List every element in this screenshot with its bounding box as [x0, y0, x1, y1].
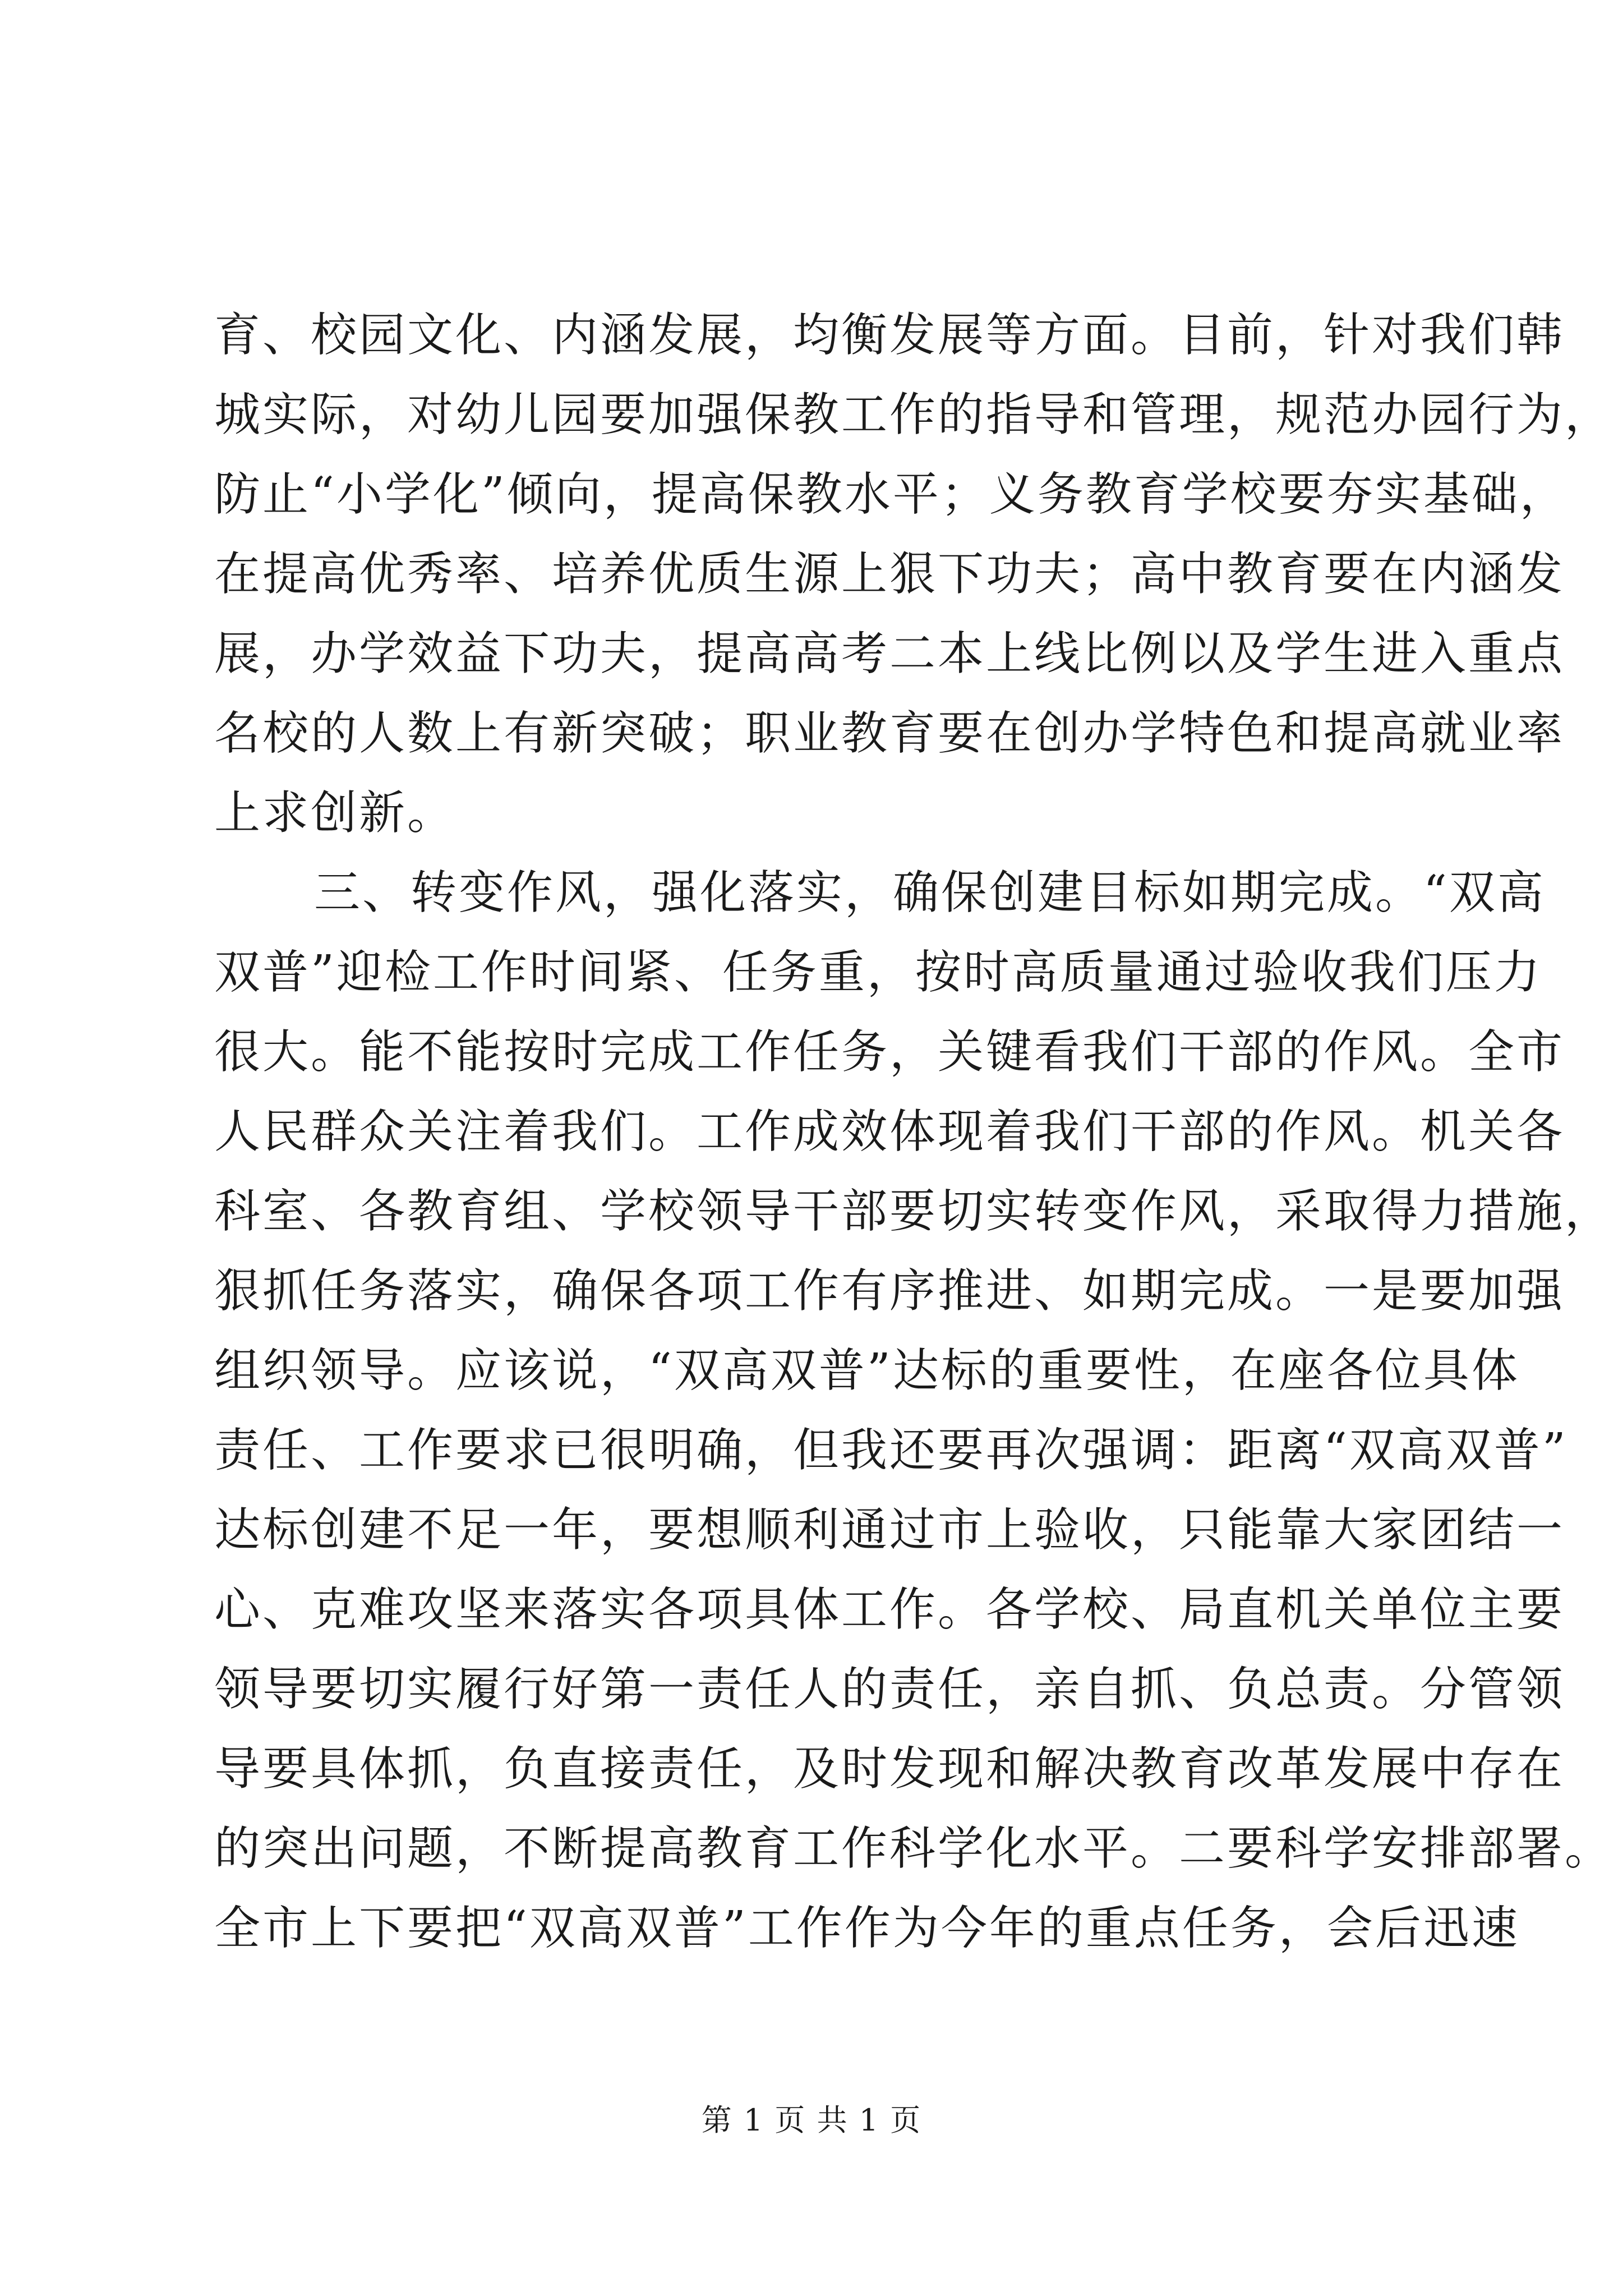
text-line-7: 上求创新。 [214, 786, 456, 840]
text-line-13: 狠抓任务落实，确保各项工作有序推进、如期完成。一是要加强 [214, 1264, 1565, 1318]
text-line-2: 城实际，对幼儿园要加强保教工作的指导和管理，规范办园行为， [214, 388, 1613, 441]
text-line-1: 育、校园文化、内涵发展，均衡发展等方面。目前，针对我们韩 [214, 309, 1565, 362]
text-line-10: 很大。能不能按时完成工作任务，关键看我们干部的作风。全市 [214, 1025, 1565, 1079]
text-line-5: 展，办学效益下功夫，提高高考二本上线比例以及学生进入重点 [214, 627, 1565, 680]
text-line-16: 达标创建不足一年，要想顺利通过市上验收，只能靠大家团结一 [214, 1503, 1565, 1557]
text-line-11: 人民群众关注着我们。工作成效体现着我们干部的作风。机关各 [214, 1105, 1565, 1158]
text-line-9: 双普”迎检工作时间紧、任务重，按时高质量通过验收我们压力 [214, 946, 1542, 999]
text-line-20: 的突出问题，不断提高教育工作科学化水平。二要科学安排部署。 [214, 1822, 1613, 1875]
text-line-15: 责任、工作要求已很明确，但我还要再次强调：距离“双高双普” [214, 1424, 1568, 1477]
text-line-18: 领导要切实履行好第一责任人的责任，亲自抓、负总责。分管领 [214, 1663, 1565, 1716]
text-line-19: 导要具体抓，负直接责任，及时发现和解决教育改革发展中存在 [214, 1742, 1565, 1796]
page-number-footer: 第 1 页 共 1 页 [701, 2102, 922, 2138]
text-line-21: 全市上下要把“双高双普”工作作为今年的重点任务，会后迅速 [214, 1902, 1520, 1955]
text-line-17: 心、克难攻坚来落实各项具体工作。各学校、局直机关单位主要 [214, 1583, 1565, 1636]
text-line-14: 组织领导。应该说，“双高双普”达标的重要性，在座各位具体 [214, 1344, 1520, 1397]
text-line-6: 名校的人数上有新突破；职业教育要在创办学特色和提高就业率 [214, 707, 1565, 760]
text-line-3: 防止“小学化”倾向，提高保教水平；义务教育学校要夯实基础， [214, 468, 1568, 521]
text-line-4: 在提高优秀率、培养优质生源上狠下功夫；高中教育要在内涵发 [214, 547, 1565, 601]
text-line-8: 三、转变作风，强化落实，确保创建目标如期完成。“双高 [314, 866, 1546, 919]
text-line-12: 科室、各教育组、学校领导干部要切实转变作风，采取得力措施， [214, 1185, 1613, 1238]
